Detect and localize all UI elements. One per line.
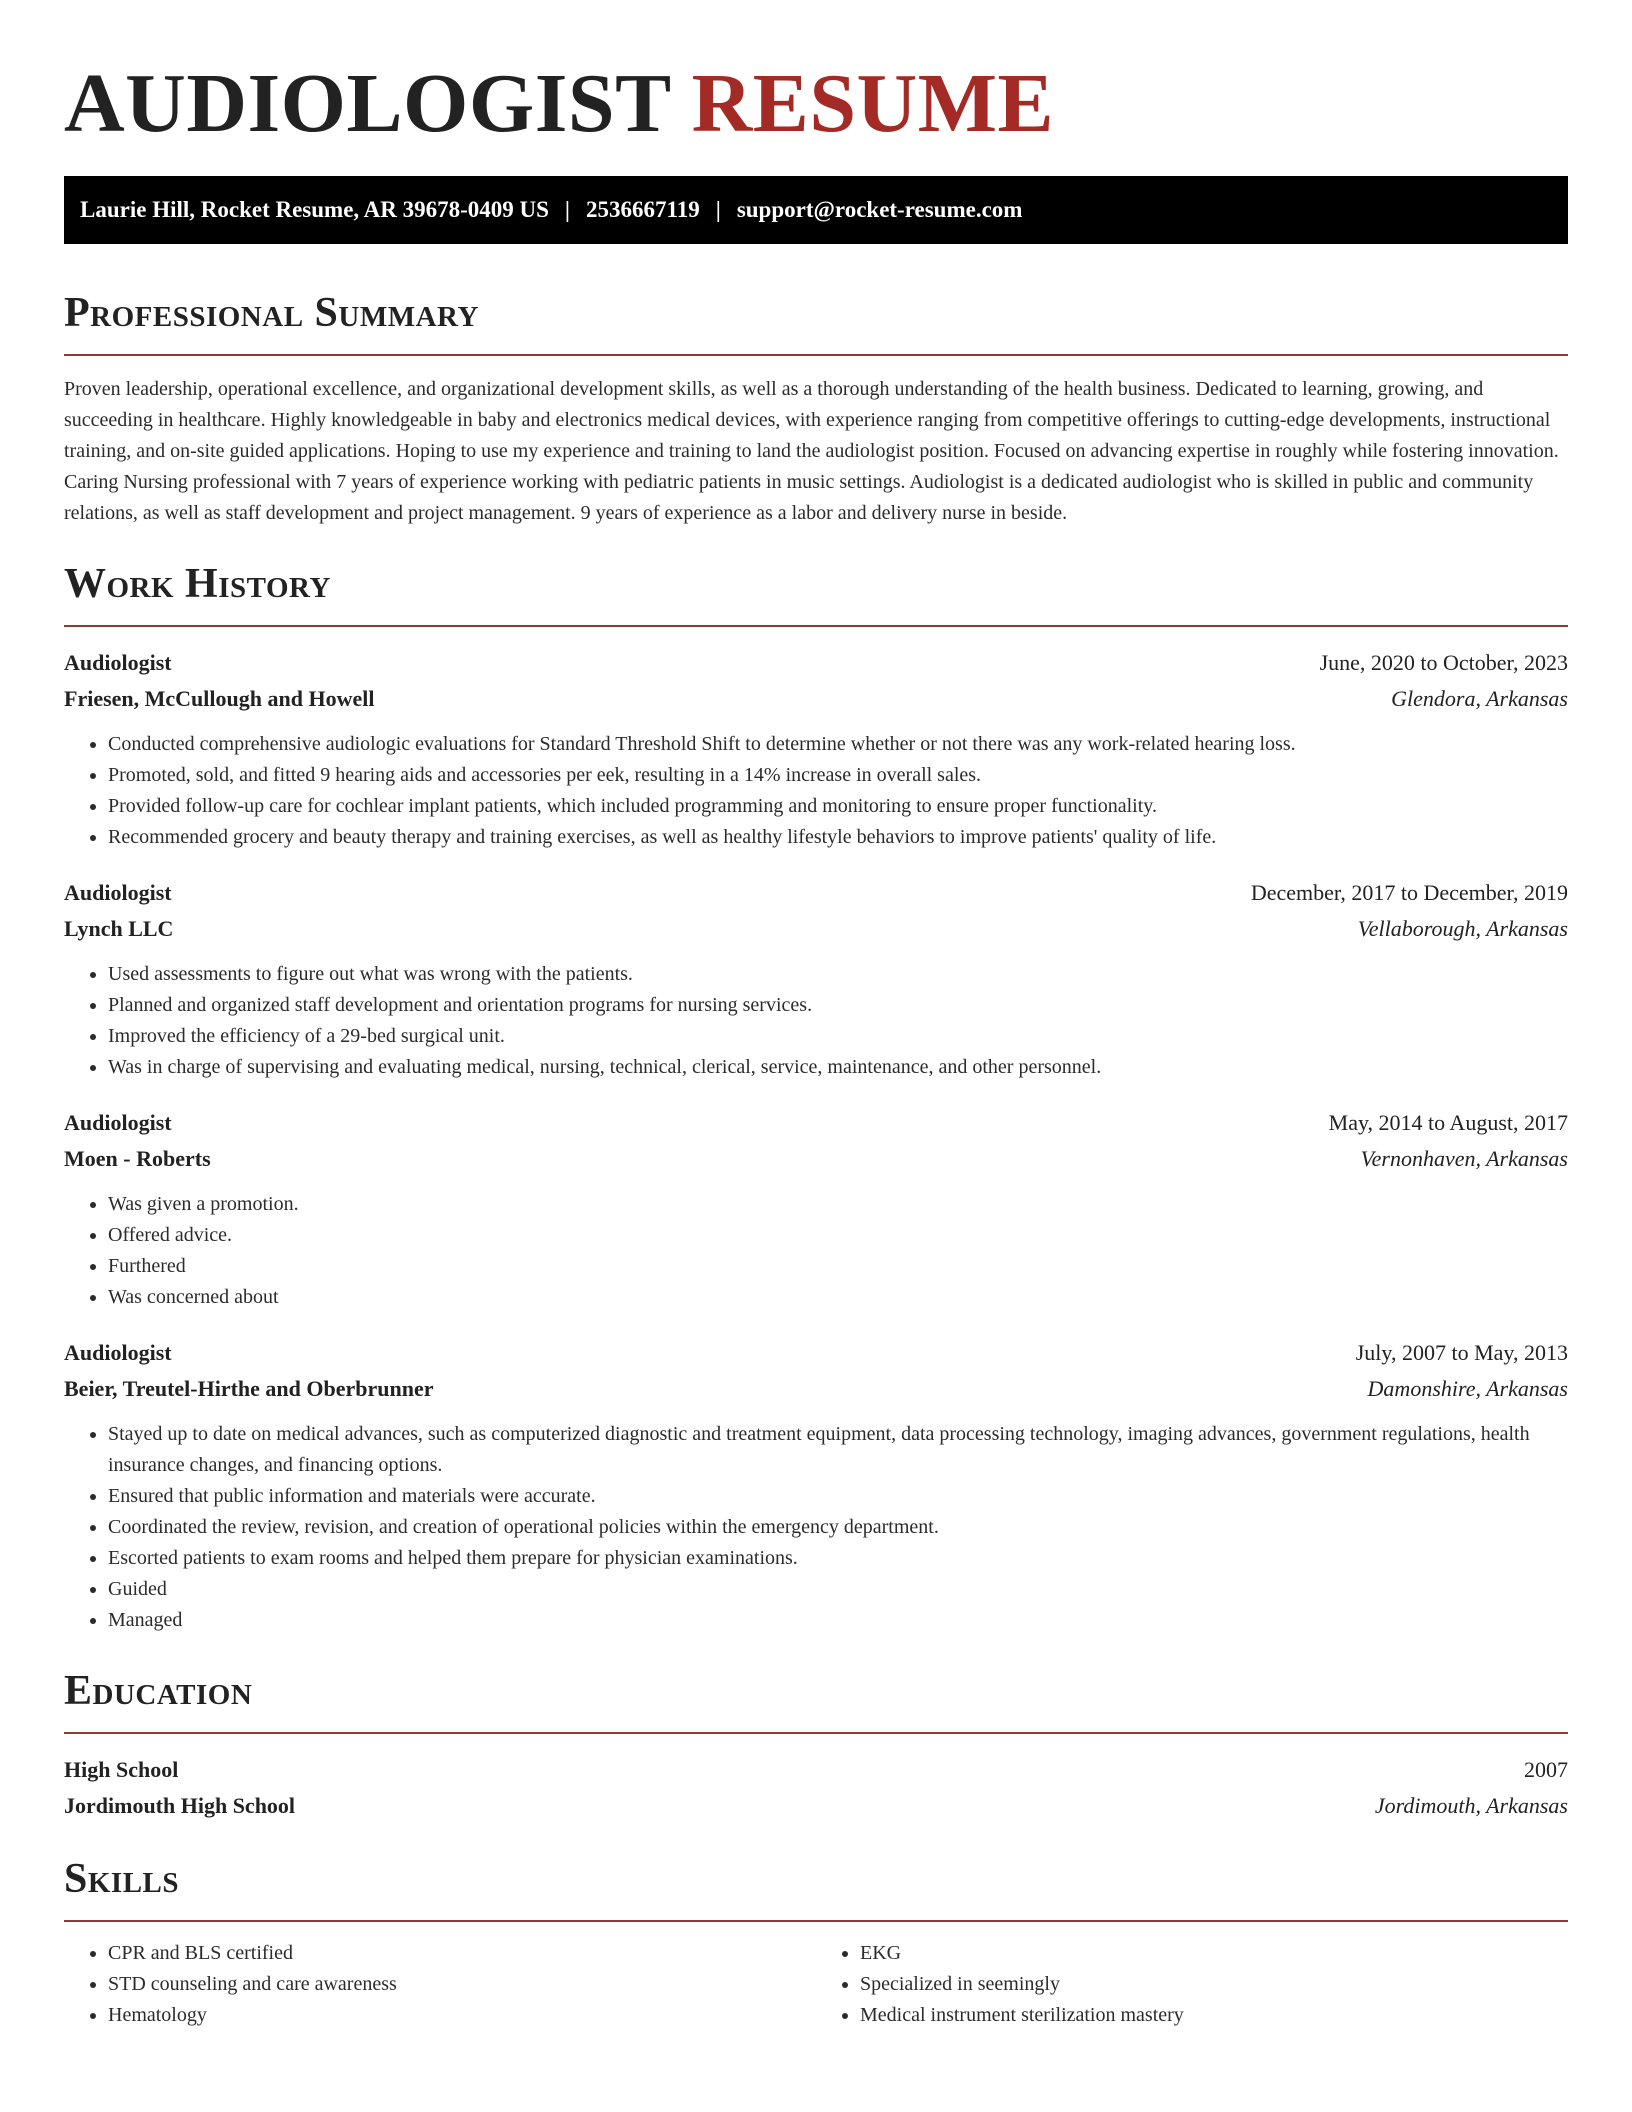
job-bullet: • Was given a promotion. — [108, 1189, 1568, 1220]
job-bullet: • Improved the efficiency of a 29-bed surgical unit. — [108, 1021, 1568, 1052]
job-entry — [64, 1335, 1568, 1636]
job-bullet: • Was in charge of supervising and evaluating medical, nursing, technical, clerical, service, maintenance, and other personnel. — [108, 1052, 1568, 1083]
job-bullet: • Offered advice. — [108, 1220, 1568, 1251]
work-history-heading: Work History — [64, 561, 331, 607]
job-company: Beier, Treutel-Hirthe and Oberbrunner — [64, 1376, 434, 1401]
section-divider — [64, 1920, 1568, 1922]
job-entry — [64, 645, 1568, 853]
job-location: Damonshire, Arkansas — [1367, 1376, 1568, 1401]
job-title: Audiologist — [64, 1110, 172, 1135]
summary-heading: Professional Summary — [64, 290, 479, 336]
education-entry — [64, 1752, 1568, 1824]
skills-grid — [64, 1938, 1568, 2031]
education-degree: High School — [64, 1757, 179, 1782]
skill-item: • Specialized in seemingly — [860, 1969, 1568, 2000]
job-bullet: • Coordinated the review, revision, and creation of operational policies within the emergency department. — [108, 1512, 1568, 1543]
skills-section — [64, 1854, 1568, 2031]
job-list — [64, 645, 1568, 1636]
job-entry — [64, 1105, 1568, 1313]
skill-item: • Hematology — [108, 2000, 816, 2031]
work-history-section — [64, 559, 1568, 1636]
job-bullet: • Stayed up to date on medical advances, such as computerized diagnostic and treatment equipment, data processing technology, imaging advances, government regulations, health insurance changes, and financing options. — [108, 1419, 1568, 1481]
job-dates: May, 2014 to August, 2017 — [1328, 1110, 1568, 1135]
job-bullet: • Used assessments to figure out what was wrong with the patients. — [108, 959, 1568, 990]
summary-section — [64, 288, 1568, 529]
section-divider — [64, 354, 1568, 356]
job-bullets — [64, 1419, 1568, 1636]
job-bullets — [64, 959, 1568, 1083]
job-bullet: • Furthered — [108, 1251, 1568, 1282]
job-bullet: • Escorted patients to exam rooms and helped them prepare for physician examinations. — [108, 1543, 1568, 1574]
job-title: Audiologist — [64, 650, 172, 675]
job-company: Lynch LLC — [64, 916, 174, 941]
education-section — [64, 1666, 1568, 1824]
job-location: Glendora, Arkansas — [1391, 686, 1568, 711]
skills-list-left — [64, 1938, 816, 2031]
contact-address: Laurie Hill, Rocket Resume, AR 39678-0409 US — [80, 197, 549, 222]
resume-title — [64, 0, 1568, 152]
job-entry — [64, 875, 1568, 1083]
contact-separator: | — [715, 197, 721, 222]
job-bullet: • Recommended grocery and beauty therapy and training exercises, as well as healthy lifestyle behaviors to improve patients' quality of life. — [108, 822, 1568, 853]
title-accent: RESUME — [691, 57, 1055, 150]
job-company: Moen - Roberts — [64, 1146, 211, 1171]
job-bullet: • Was concerned about — [108, 1282, 1568, 1313]
job-bullet: • Ensured that public information and materials were accurate. — [108, 1481, 1568, 1512]
job-dates: June, 2020 to October, 2023 — [1319, 650, 1568, 675]
title-main: AUDIOLOGIST — [64, 57, 671, 150]
job-title: Audiologist — [64, 880, 172, 905]
skill-item: • CPR and BLS certified — [108, 1938, 816, 1969]
job-bullet: • Conducted comprehensive audiologic evaluations for Standard Threshold Shift to determine whether or not there was any work-related hearing loss. — [108, 729, 1568, 760]
job-bullet: • Guided — [108, 1574, 1568, 1605]
skill-item: • Medical instrument sterilization mastery — [860, 2000, 1568, 2031]
skill-item: • EKG — [860, 1938, 1568, 1969]
job-bullets — [64, 729, 1568, 853]
job-location: Vernonhaven, Arkansas — [1360, 1146, 1568, 1171]
job-bullet: • Planned and organized staff development and orientation programs for nursing services. — [108, 990, 1568, 1021]
job-bullet: • Provided follow-up care for cochlear implant patients, which included programming and monitoring to ensure proper functionality. — [108, 791, 1568, 822]
contact-separator: | — [564, 197, 570, 222]
education-location: Jordimouth, Arkansas — [1374, 1793, 1568, 1818]
job-bullet: • Promoted, sold, and fitted 9 hearing aids and accessories per eek, resulting in a 14% increase in overall sales. — [108, 760, 1568, 791]
job-bullets — [64, 1189, 1568, 1313]
contact-phone: 2536667119 — [586, 197, 700, 222]
education-school: Jordimouth High School — [64, 1793, 296, 1818]
job-dates: December, 2017 to December, 2019 — [1250, 880, 1568, 905]
skills-list-right — [816, 1938, 1568, 2031]
skills-heading: Skills — [64, 1856, 180, 1902]
skill-item: • STD counseling and care awareness — [108, 1969, 816, 2000]
education-year: 2007 — [1524, 1757, 1568, 1782]
job-location: Vellaborough, Arkansas — [1357, 916, 1568, 941]
job-bullet: • Managed — [108, 1605, 1568, 1636]
section-divider — [64, 1732, 1568, 1734]
education-heading: Education — [64, 1668, 253, 1714]
summary-text: Proven leadership, operational excellence, and organizational development skills, as well as a thorough understanding of the health business. Dedicated to learning, growing, and succeeding in healthcare. Highly knowledgeable in baby and electronics medical devices, with experience ranging from competitive offerings to cutting-edge developments, instructional training, and on-site guided applications. Hoping to use my experience and training to land the audiologist position. Focused on advancing expertise in roughly while fostering innovation. Caring Nursing professional with 7 years of experience working with pediatric patients in music settings. Audiologist is a dedicated audiologist who is skilled in public and community relations, as well as staff development and project management. 9 years of experience as a labor and delivery nurse in beside. — [64, 378, 1559, 524]
job-dates: July, 2007 to May, 2013 — [1355, 1340, 1568, 1365]
job-company: Friesen, McCullough and Howell — [64, 686, 375, 711]
section-divider — [64, 625, 1568, 627]
job-title: Audiologist — [64, 1340, 172, 1365]
contact-email: support@rocket-resume.com — [736, 197, 1023, 222]
contact-bar — [64, 176, 1568, 244]
